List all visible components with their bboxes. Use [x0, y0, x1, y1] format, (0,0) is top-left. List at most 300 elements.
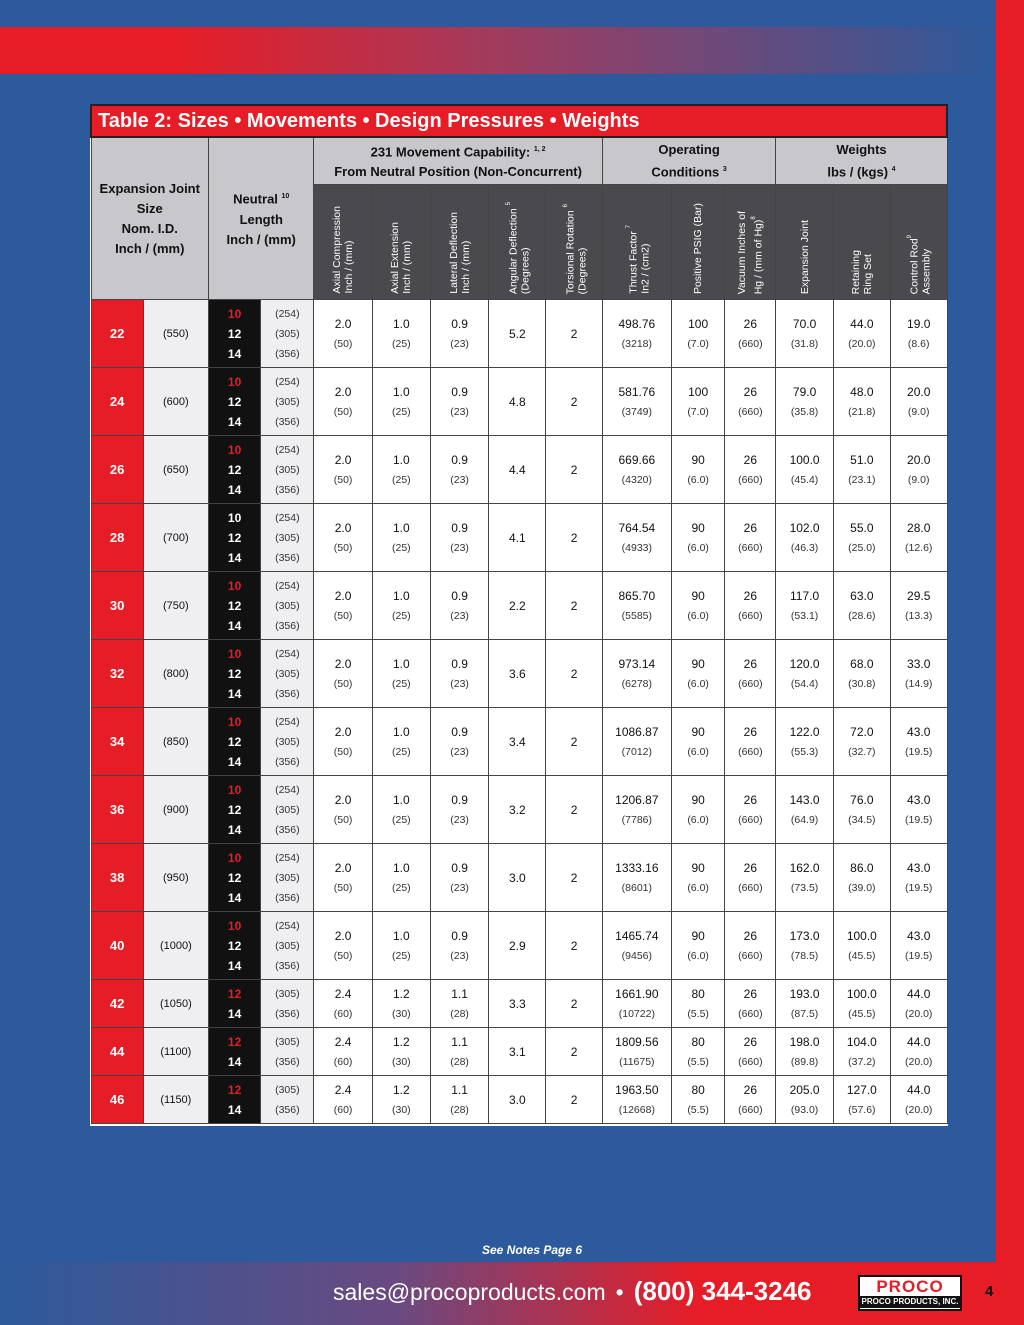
vacuum-cell-mm: (660) [738, 1055, 763, 1068]
weight-control-rod-cell [890, 912, 947, 980]
vacuum-cell-mm: (660) [738, 473, 763, 486]
table-row [91, 1076, 947, 1124]
positive-psig-cell-mm: (6.0) [687, 813, 709, 826]
length-inch-value: 14 [227, 1102, 242, 1117]
column-header-line2: Assembly [920, 248, 933, 294]
lateral-deflection-cell [430, 980, 488, 1028]
weight-control-rod-cell [890, 504, 947, 572]
column-header [546, 185, 602, 300]
column-header [725, 185, 776, 300]
positive-psig-cell-mm: (6.0) [687, 541, 709, 554]
vacuum-cell-inch: 26 [743, 792, 758, 807]
top-banner [0, 27, 1000, 74]
weight-control-rod-cell-mm: (20.0) [905, 1055, 933, 1068]
thrust-factor-cell [602, 980, 671, 1028]
weight-control-rod-cell-inch: 20.0 [907, 452, 931, 467]
lateral-deflection-cell-mm: (23) [450, 337, 469, 350]
weight-control-rod-cell-mm: (8.6) [907, 337, 930, 350]
positive-psig-cell [672, 368, 725, 436]
weight-retaining-ring-cell-inch: 100.0 [846, 986, 877, 1001]
thrust-factor-cell-mm: (11675) [619, 1055, 655, 1068]
table-row [91, 368, 947, 436]
thrust-factor-cell [602, 436, 671, 504]
thrust-factor-cell-mm: (7786) [621, 813, 653, 826]
neutral-length-inch-cell [209, 912, 261, 980]
weight-expansion-joint-cell-inch: 143.0 [789, 792, 820, 807]
size-mm-cell: (900) [143, 776, 208, 844]
vacuum-cell [725, 504, 776, 572]
neutral-length-mm-cell [261, 1076, 314, 1124]
thrust-factor-cell-inch: 1661.90 [615, 986, 659, 1001]
weight-expansion-joint-cell [776, 640, 833, 708]
weight-control-rod-cell-mm: (20.0) [905, 1103, 933, 1116]
weight-control-rod-cell-mm: (19.5) [905, 745, 933, 758]
vacuum-cell-inch: 26 [743, 384, 758, 399]
lateral-deflection-cell [430, 640, 488, 708]
axial-extension-cell-mm: (25) [391, 949, 411, 962]
neutral-length-mm-cell [261, 776, 314, 844]
length-inch-value: 12 [227, 986, 242, 1001]
table-title: Table 2: Sizes • Movements • Design Pressures • Weights [91, 105, 947, 137]
thrust-factor-cell-inch: 1086.87 [615, 724, 659, 739]
header-neutral-length: Neutral $^{10}$ Length Inch / (mm) [209, 137, 314, 300]
axial-extension-cell [372, 912, 430, 980]
axial-compression-cell [314, 980, 372, 1028]
weight-retaining-ring-cell-inch: 72.0 [850, 724, 874, 739]
length-inch-value: 10 [227, 374, 242, 389]
length-mm-value: (305) [275, 667, 300, 680]
lateral-deflection-cell-inch: 1.1 [451, 1034, 468, 1049]
axial-compression-cell-mm: (60) [333, 1055, 353, 1068]
axial-compression-cell-mm: (50) [333, 677, 353, 690]
spec-table-container [90, 104, 948, 1126]
positive-psig-cell [672, 708, 725, 776]
thrust-factor-cell-inch: 1809.56 [615, 1034, 659, 1049]
length-mm-value: (356) [275, 959, 300, 972]
column-header-line2: Inch / (mm) [459, 240, 472, 294]
weight-retaining-ring-cell [833, 368, 890, 436]
column-header-line2: (Degrees) [576, 247, 589, 294]
column-header [776, 185, 833, 300]
lateral-deflection-cell-mm: (28) [450, 1103, 469, 1116]
neutral-length-inch-cell [209, 504, 261, 572]
column-header-footnote: 8 [751, 215, 758, 220]
lateral-deflection-cell [430, 436, 488, 504]
length-inch-value: 10 [227, 306, 242, 321]
length-inch-value: 10 [227, 850, 242, 865]
positive-psig-cell-mm: (6.0) [687, 745, 709, 758]
weight-retaining-ring-cell [833, 1028, 890, 1076]
torsional-rotation-cell: 2 [546, 436, 602, 504]
column-header [372, 185, 430, 300]
lateral-deflection-cell [430, 708, 488, 776]
weight-retaining-ring-cell [833, 504, 890, 572]
weight-retaining-ring-cell-inch: 44.0 [850, 316, 874, 331]
length-inch-value: 12 [227, 462, 242, 477]
size-mm-cell: (1150) [143, 1076, 208, 1124]
weight-expansion-joint-cell-inch: 102.0 [789, 520, 820, 535]
length-inch-value: 12 [227, 666, 242, 681]
size-mm-cell: (550) [143, 300, 208, 368]
weight-control-rod-cell [890, 844, 947, 912]
weight-control-rod-cell-inch: 33.0 [907, 656, 931, 671]
weight-expansion-joint-cell-inch: 100.0 [789, 452, 820, 467]
weight-control-rod-cell-inch: 43.0 [907, 860, 931, 875]
positive-psig-cell-inch: 90 [691, 656, 705, 671]
weight-retaining-ring-cell-mm: (32.7) [848, 745, 876, 758]
header-operating-conditions: Operating Conditions $^3$ [602, 137, 776, 185]
length-inch-value: 12 [227, 394, 242, 409]
footer-phone[interactable]: (800) 344-3246 [633, 1276, 812, 1306]
axial-compression-cell-inch: 2.0 [334, 860, 352, 875]
vacuum-cell [725, 572, 776, 640]
length-inch-value: 10 [227, 918, 242, 933]
weight-control-rod-cell-mm: (19.5) [905, 813, 933, 826]
torsional-rotation-cell: 2 [546, 368, 602, 436]
axial-extension-cell-inch: 1.0 [392, 316, 410, 331]
length-mm-value: (305) [275, 987, 300, 1000]
length-inch-value: 14 [227, 550, 242, 565]
column-header [314, 185, 372, 300]
vacuum-cell-mm: (660) [738, 405, 763, 418]
weight-control-rod-cell [890, 776, 947, 844]
column-header-footnote: 9 [907, 234, 914, 238]
thrust-factor-cell-inch: 865.70 [618, 588, 656, 603]
vacuum-cell-mm: (660) [738, 813, 763, 826]
weight-retaining-ring-cell-mm: (39.0) [848, 881, 876, 894]
positive-psig-cell-inch: 90 [691, 724, 705, 739]
positive-psig-cell-mm: (5.5) [687, 1007, 709, 1020]
length-mm-value: (356) [275, 1103, 300, 1116]
weight-control-rod-cell-inch: 28.0 [907, 520, 931, 535]
header-expansion-joint-size: Expansion Joint Size Nom. I.D. Inch / (mm) [91, 137, 209, 300]
weight-expansion-joint-cell [776, 708, 833, 776]
weight-control-rod-cell-inch: 20.0 [907, 384, 931, 399]
weight-control-rod-cell [890, 708, 947, 776]
size-mm-cell: (1000) [143, 912, 208, 980]
length-inch-value: 12 [227, 870, 242, 885]
lateral-deflection-cell-inch: 0.9 [451, 316, 468, 331]
angular-deflection-cell: 4.8 [489, 368, 546, 436]
axial-compression-cell [314, 1076, 372, 1124]
weight-control-rod-cell-inch: 29.5 [907, 588, 931, 603]
lateral-deflection-cell [430, 844, 488, 912]
weight-expansion-joint-cell [776, 1028, 833, 1076]
torsional-rotation-cell: 2 [546, 980, 602, 1028]
positive-psig-cell-mm: (7.0) [687, 405, 709, 418]
length-inch-value: 14 [227, 822, 242, 837]
axial-extension-cell [372, 1076, 430, 1124]
weight-control-rod-cell [890, 640, 947, 708]
column-header [489, 185, 546, 300]
weight-retaining-ring-cell-mm: (20.0) [848, 337, 876, 350]
lateral-deflection-cell-mm: (28) [450, 1007, 469, 1020]
weight-retaining-ring-cell-mm: (21.8) [848, 405, 876, 418]
vacuum-cell [725, 980, 776, 1028]
length-mm-value: (356) [275, 347, 300, 360]
axial-extension-cell [372, 844, 430, 912]
positive-psig-cell-inch: 100 [688, 384, 709, 399]
axial-extension-cell-inch: 1.0 [392, 724, 410, 739]
weight-retaining-ring-cell [833, 300, 890, 368]
size-inch-cell: 24 [91, 368, 143, 436]
column-header-line2: In2 / (cm2) [639, 243, 652, 294]
weight-retaining-ring-cell-mm: (25.0) [848, 541, 876, 554]
positive-psig-cell [672, 640, 725, 708]
positive-psig-cell [672, 572, 725, 640]
thrust-factor-cell-inch: 973.14 [618, 656, 656, 671]
vacuum-cell [725, 912, 776, 980]
axial-compression-cell-inch: 2.4 [334, 1034, 352, 1049]
axial-compression-cell [314, 436, 372, 504]
torsional-rotation-cell: 2 [546, 844, 602, 912]
thrust-factor-cell [602, 640, 671, 708]
size-inch-cell: 28 [91, 504, 143, 572]
vacuum-cell-inch: 26 [743, 316, 758, 331]
size-mm-cell: (700) [143, 504, 208, 572]
vacuum-cell-inch: 26 [743, 986, 758, 1001]
table-row [91, 912, 947, 980]
column-header [833, 185, 890, 300]
weight-control-rod-cell [890, 1076, 947, 1124]
neutral-length-mm-cell [261, 436, 314, 504]
table-row [91, 640, 947, 708]
length-mm-value: (356) [275, 619, 300, 632]
axial-compression-cell-mm: (50) [333, 745, 353, 758]
table-row [91, 980, 947, 1028]
weight-expansion-joint-cell-mm: (53.1) [790, 609, 819, 622]
torsional-rotation-cell: 2 [546, 776, 602, 844]
axial-extension-cell-inch: 1.0 [392, 384, 410, 399]
footer-separator: • [615, 1279, 624, 1305]
positive-psig-cell-mm: (6.0) [687, 677, 709, 690]
length-inch-value: 14 [227, 890, 242, 905]
axial-extension-cell [372, 708, 430, 776]
thrust-factor-cell [602, 504, 671, 572]
weight-control-rod-cell-inch: 19.0 [907, 316, 931, 331]
lateral-deflection-cell-inch: 0.9 [451, 860, 468, 875]
weight-retaining-ring-cell-inch: 63.0 [850, 588, 874, 603]
size-inch-cell: 30 [91, 572, 143, 640]
size-mm-cell: (1100) [143, 1028, 208, 1076]
size-inch-cell: 44 [91, 1028, 143, 1076]
lateral-deflection-cell-mm: (23) [450, 405, 469, 418]
size-mm-cell: (1050) [143, 980, 208, 1028]
length-mm-value: (254) [275, 783, 300, 796]
axial-extension-cell-inch: 1.0 [392, 520, 410, 535]
lateral-deflection-cell-inch: 0.9 [451, 384, 468, 399]
column-header-footnote: 5 [506, 201, 513, 206]
positive-psig-cell-mm: (6.0) [687, 881, 709, 894]
angular-deflection-cell: 3.0 [489, 1076, 546, 1124]
neutral-length-mm-cell [261, 1028, 314, 1076]
weight-expansion-joint-cell-mm: (45.4) [790, 473, 819, 486]
thrust-factor-cell-mm: (3218) [621, 337, 653, 350]
length-mm-value: (356) [275, 891, 300, 904]
length-mm-value: (305) [275, 871, 300, 884]
torsional-rotation-cell: 2 [546, 912, 602, 980]
torsional-rotation-cell: 2 [546, 300, 602, 368]
column-header-line2: Hg / (mm of Hg) [752, 219, 765, 294]
lateral-deflection-cell-mm: (23) [450, 813, 469, 826]
positive-psig-cell-inch: 100 [688, 316, 709, 331]
footer-contact [333, 1276, 812, 1307]
torsional-rotation-cell: 2 [546, 1076, 602, 1124]
axial-compression-cell-inch: 2.0 [334, 792, 352, 807]
weight-control-rod-cell-inch: 43.0 [907, 928, 931, 943]
thrust-factor-cell-mm: (4320) [621, 473, 653, 486]
axial-compression-cell-mm: (50) [333, 949, 353, 962]
weight-expansion-joint-cell-inch: 120.0 [789, 656, 820, 671]
weight-expansion-joint-cell-inch: 173.0 [789, 928, 820, 943]
axial-extension-cell-mm: (25) [391, 881, 411, 894]
weight-control-rod-cell-mm: (12.6) [905, 541, 933, 554]
size-mm-cell: (750) [143, 572, 208, 640]
axial-compression-cell-inch: 2.0 [334, 452, 352, 467]
column-header-line1: Axial Extension [389, 222, 402, 294]
weight-expansion-joint-cell-inch: 122.0 [789, 724, 820, 739]
vacuum-cell-mm: (660) [738, 881, 763, 894]
table-row [91, 504, 947, 572]
length-mm-value: (305) [275, 1035, 300, 1048]
positive-psig-cell [672, 912, 725, 980]
axial-extension-cell [372, 980, 430, 1028]
vacuum-cell-inch: 26 [743, 724, 758, 739]
length-inch-value: 14 [227, 482, 242, 497]
length-inch-value: 12 [227, 734, 242, 749]
positive-psig-cell [672, 1076, 725, 1124]
table-row [91, 1028, 947, 1076]
positive-psig-cell [672, 436, 725, 504]
column-header [602, 185, 671, 300]
lateral-deflection-cell [430, 776, 488, 844]
weight-control-rod-cell-inch: 43.0 [907, 724, 931, 739]
positive-psig-cell-mm: (5.5) [687, 1103, 709, 1116]
weight-retaining-ring-cell [833, 572, 890, 640]
axial-extension-cell-inch: 1.0 [392, 588, 410, 603]
thrust-factor-cell [602, 1028, 671, 1076]
vacuum-cell [725, 300, 776, 368]
positive-psig-cell-mm: (6.0) [687, 949, 709, 962]
weight-expansion-joint-cell [776, 844, 833, 912]
length-inch-value: 12 [227, 530, 242, 545]
length-mm-value: (356) [275, 755, 300, 768]
weight-control-rod-cell [890, 436, 947, 504]
weight-retaining-ring-cell [833, 640, 890, 708]
thrust-factor-cell-inch: 669.66 [618, 452, 656, 467]
length-inch-value: 14 [227, 1006, 242, 1021]
weight-expansion-joint-cell-inch: 205.0 [789, 1082, 820, 1097]
weight-control-rod-cell [890, 980, 947, 1028]
column-header-line1: Thrust Factor [627, 228, 640, 294]
column-header-line1: Positive PSIG (Bar) [692, 202, 705, 294]
table-row [91, 776, 947, 844]
lateral-deflection-cell [430, 572, 488, 640]
length-mm-value: (254) [275, 511, 300, 524]
weight-expansion-joint-cell-inch: 162.0 [789, 860, 820, 875]
column-header-line1: Angular Deflection [507, 205, 520, 294]
lateral-deflection-cell [430, 912, 488, 980]
lateral-deflection-cell-mm: (23) [450, 541, 469, 554]
weight-expansion-joint-cell-mm: (89.8) [790, 1055, 819, 1068]
positive-psig-cell-inch: 90 [691, 520, 705, 535]
weight-retaining-ring-cell [833, 1076, 890, 1124]
axial-extension-cell-mm: (25) [391, 745, 411, 758]
length-inch-value: 14 [227, 754, 242, 769]
length-mm-value: (305) [275, 327, 300, 340]
weight-retaining-ring-cell-inch: 55.0 [850, 520, 874, 535]
neutral-length-mm-cell [261, 368, 314, 436]
axial-compression-cell-inch: 2.4 [334, 1082, 352, 1097]
length-mm-value: (254) [275, 647, 300, 660]
axial-compression-cell-inch: 2.0 [334, 656, 352, 671]
vacuum-cell-inch: 26 [743, 860, 758, 875]
length-mm-value: (254) [275, 579, 300, 592]
weight-retaining-ring-cell-inch: 100.0 [846, 928, 877, 943]
vacuum-cell-inch: 26 [743, 928, 758, 943]
neutral-length-mm-cell [261, 844, 314, 912]
length-mm-value: (356) [275, 823, 300, 836]
axial-compression-cell-inch: 2.0 [334, 724, 352, 739]
length-inch-value: 14 [227, 346, 242, 361]
lateral-deflection-cell-inch: 0.9 [451, 792, 468, 807]
axial-extension-cell [372, 436, 430, 504]
axial-compression-cell-mm: (60) [333, 1103, 353, 1116]
positive-psig-cell-inch: 90 [691, 452, 705, 467]
neutral-length-inch-cell [209, 436, 261, 504]
length-inch-value: 10 [227, 782, 242, 797]
weight-retaining-ring-cell-inch: 86.0 [850, 860, 874, 875]
weight-control-rod-cell-mm: (19.5) [905, 949, 933, 962]
lateral-deflection-cell-inch: 0.9 [451, 452, 468, 467]
length-mm-value: (356) [275, 1007, 300, 1020]
weight-expansion-joint-cell [776, 572, 833, 640]
vacuum-cell-mm: (660) [738, 609, 763, 622]
weight-control-rod-cell-mm: (19.5) [905, 881, 933, 894]
weight-expansion-joint-cell [776, 776, 833, 844]
size-inch-cell: 32 [91, 640, 143, 708]
weight-expansion-joint-cell [776, 980, 833, 1028]
size-inch-cell: 22 [91, 300, 143, 368]
axial-compression-cell [314, 640, 372, 708]
footer-email[interactable]: sales@procoproducts.com [333, 1279, 606, 1305]
vacuum-cell-inch: 26 [743, 656, 758, 671]
neutral-length-mm-cell [261, 708, 314, 776]
length-inch-value: 12 [227, 1034, 242, 1049]
neutral-length-inch-cell [209, 980, 261, 1028]
lateral-deflection-cell-mm: (28) [450, 1055, 469, 1068]
lateral-deflection-cell-inch: 0.9 [451, 724, 468, 739]
length-mm-value: (305) [275, 531, 300, 544]
axial-extension-cell-mm: (25) [391, 677, 411, 690]
table-row [91, 844, 947, 912]
positive-psig-cell-inch: 90 [691, 860, 705, 875]
torsional-rotation-cell: 2 [546, 572, 602, 640]
angular-deflection-cell: 2.9 [489, 912, 546, 980]
neutral-length-inch-cell [209, 572, 261, 640]
length-inch-value: 14 [227, 958, 242, 973]
positive-psig-cell-mm: (7.0) [687, 337, 709, 350]
weight-expansion-joint-cell-inch: 193.0 [789, 986, 820, 1001]
length-inch-value: 10 [227, 442, 242, 457]
weight-expansion-joint-cell [776, 368, 833, 436]
size-mm-cell: (650) [143, 436, 208, 504]
axial-extension-cell-inch: 1.2 [392, 986, 410, 1001]
vacuum-cell [725, 1028, 776, 1076]
neutral-length-mm-cell [261, 980, 314, 1028]
weight-control-rod-cell [890, 1028, 947, 1076]
weight-retaining-ring-cell-mm: (23.1) [848, 473, 876, 486]
